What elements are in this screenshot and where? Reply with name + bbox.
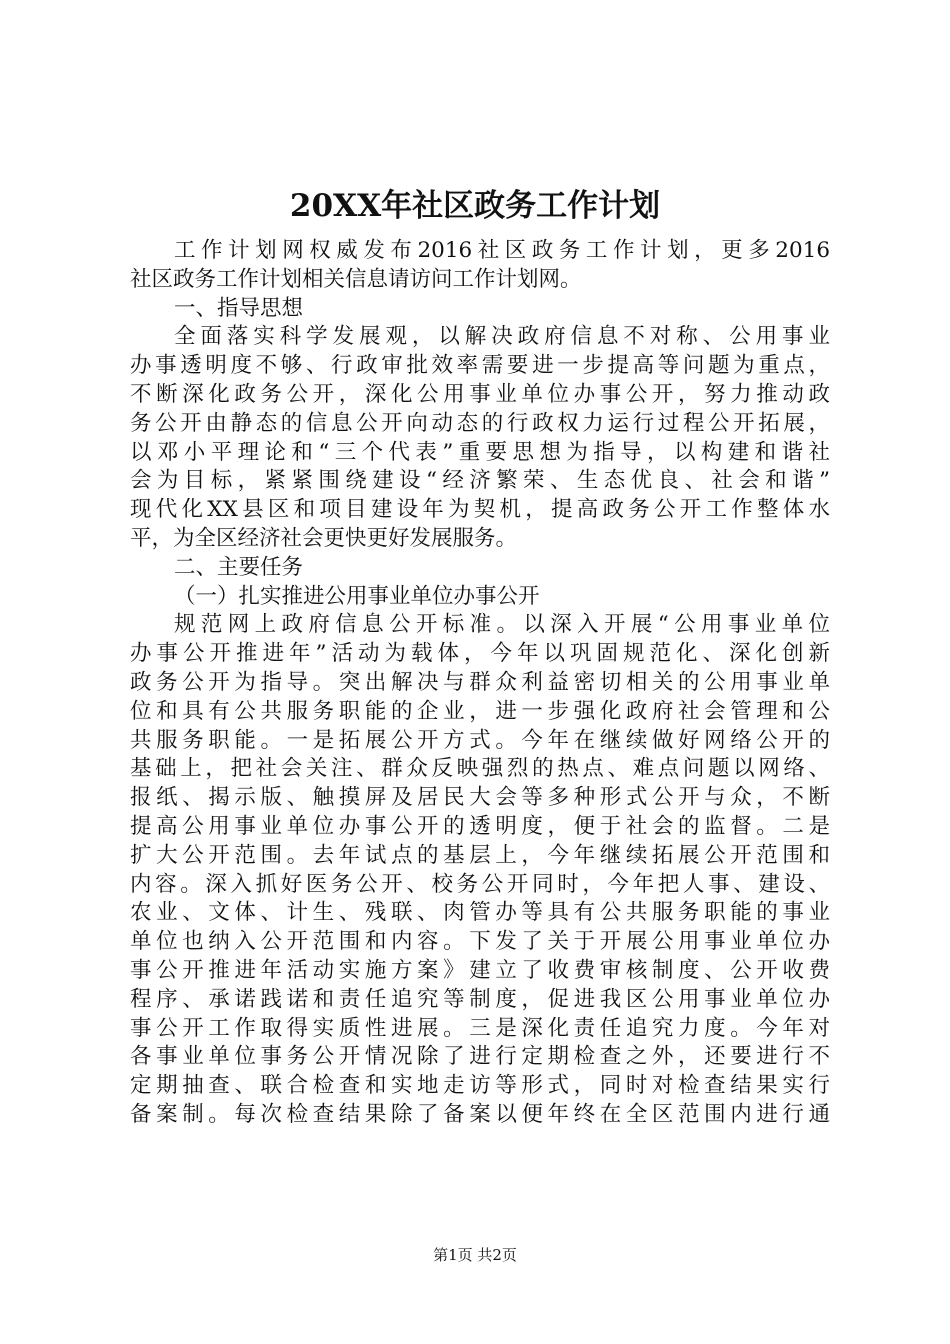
paragraph-line: 不断深化政务公开，深化公用事业单位办事公开，努力推动政 xyxy=(130,381,830,407)
paragraph-line: 社区政务工作计划相关信息请访问工作计划网。 xyxy=(130,266,582,292)
section-heading: 二、主要任务 xyxy=(174,554,304,580)
paragraph-line: 办事公开推进年”活动为载体，今年以巩固规范化、深化创新 xyxy=(130,641,830,667)
document-title: 20XX年社区政务工作计划 xyxy=(289,188,661,224)
paragraph-line: 定期抽查、联合检查和实地走访等形式，同时对检查结果实行 xyxy=(130,1073,830,1099)
paragraph-line: 各事业单位事务公开情况除了进行定期检查之外，还要进行不 xyxy=(130,1044,830,1070)
paragraph-line: 务公开由静态的信息公开向动态的行政权力运行过程公开拓展， xyxy=(130,410,830,436)
paragraph-line: 共服务职能。一是拓展公开方式。今年在继续做好网络公开的 xyxy=(130,727,830,753)
paragraph-line: 提高公用事业单位办事公开的透明度，便于社会的监督。二是 xyxy=(130,813,830,839)
paragraph-line: 位和具有公共服务职能的企业，进一步强化政府社会管理和公 xyxy=(130,698,830,724)
paragraph-line: 会为目标，紧紧围绕建设“经济繁荣、生态优良、社会和谐” xyxy=(130,468,830,494)
paragraph-line: 全面落实科学发展观，以解决政府信息不对称、公用事业 xyxy=(174,324,830,350)
paragraph-line: 平，为全区经济社会更快更好发展服务。 xyxy=(130,525,518,551)
paragraph-line: 基础上，把社会关注、群众反映强烈的热点、难点问题以网络、 xyxy=(130,756,830,782)
paragraph-line: 程序、承诺践诺和责任追究等制度，促进我区公用事业单位办 xyxy=(130,986,830,1012)
paragraph-line: 事公开工作取得实质性进展。三是深化责任追究力度。今年对 xyxy=(130,1015,830,1041)
paragraph-line: 办事透明度不够、行政审批效率需要进一步提高等问题为重点， xyxy=(130,353,830,379)
section-heading: 一、指导思想 xyxy=(174,295,304,321)
paragraph-line: 扩大公开范围。去年试点的基层上，今年继续拓展公开范围和 xyxy=(130,842,830,868)
paragraph-line: 内容。深入抓好医务公开、校务公开同时，今年把人事、建设、 xyxy=(130,871,830,897)
document-body xyxy=(130,237,830,1130)
paragraph-line: 农业、文体、计生、残联、肉管办等具有公共服务职能的事业 xyxy=(130,900,830,926)
paragraph-line: 以邓小平理论和“三个代表”重要思想为指导，以构建和谐社 xyxy=(130,439,830,465)
paragraph-line: 现代化XX县区和项目建设年为契机，提高政务公开工作整体水 xyxy=(130,497,830,523)
page-number-footer: 第1页 共2页 xyxy=(433,1246,517,1264)
paragraph-line: 单位也纳入公开范围和内容。下发了关于开展公用事业单位办 xyxy=(130,929,830,955)
paragraph-line: 事公开推进年活动实施方案》建立了收费审核制度、公开收费 xyxy=(130,957,830,983)
paragraph-line: 政务公开为指导。突出解决与群众利益密切相关的公用事业单 xyxy=(130,669,830,695)
paragraph-line: 规范网上政府信息公开标准。以深入开展“公用事业单位 xyxy=(174,612,830,638)
paragraph-line: 备案制。每次检查结果除了备案以便年终在全区范围内进行通 xyxy=(130,1101,830,1127)
paragraph-line: 报纸、揭示版、触摸屏及居民大会等多种形式公开与众，不断 xyxy=(130,785,830,811)
section-heading: （一）扎实推进公用事业单位办事公开 xyxy=(174,583,540,609)
paragraph-line: 工作计划网权威发布2016社区政务工作计划，更多2016 xyxy=(174,238,830,263)
